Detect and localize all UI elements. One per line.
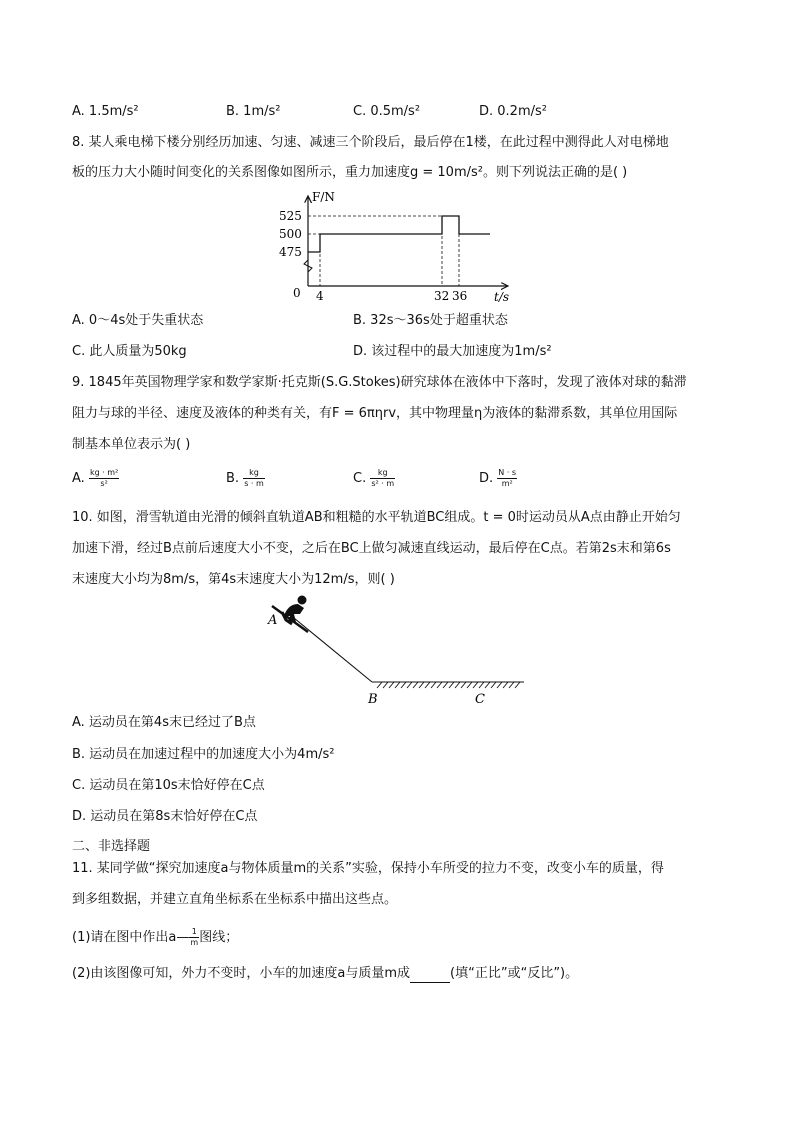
- q11-stem-line-2: 到多组数据，并建立直角坐标系在坐标系中描出这些点。: [72, 892, 398, 907]
- q9-stem-line-2: 阻力与球的半径、速度及液体的种类有关，有F = 6πηrv，其中物理量η为液体的黏滞系数，其单位用国际: [72, 406, 678, 421]
- ski-track-diagram: [262, 592, 534, 710]
- y-tick-525: 525: [279, 209, 302, 223]
- q10-stem-line-2: 加速下滑，经过B点前后速度大小不变，之后在BC上做匀减速直线运动，最后停在C点。若第2s末和第6s: [72, 541, 671, 556]
- section-heading: 二、非选择题: [72, 839, 151, 854]
- answer-blank[interactable]: [410, 970, 450, 983]
- q10-option-b: B. 运动员在加速过程中的加速度大小为4m/s²: [72, 747, 335, 762]
- q8-stem-line-1: 8. 某人乘电梯下楼分别经历加速、匀速、减速三个阶段后，最后停在1楼，在此过程中测得此人对电梯地: [72, 135, 669, 150]
- q8-stem-line-2: 板的压力大小随时间变化的关系图像如图所示，重力加速度g = 10m/s²。则下列说法正确的是( ): [72, 165, 628, 180]
- q10-option-c: C. 运动员在第10s末恰好停在C点: [72, 778, 265, 793]
- q8-option-b: B. 32s～36s处于超重状态: [353, 313, 508, 328]
- y-tick-500: 500: [279, 227, 302, 241]
- y-axis-label: F/N: [312, 190, 335, 204]
- q8-option-c: C. 此人质量为50kg: [72, 344, 187, 359]
- q10-stem-line-1: 10. 如图，滑雪轨道由光滑的倾斜直轨道AB和粗糙的水平轨道BC组成。t = 0时运动员从A点由静止开始匀: [72, 510, 681, 525]
- x-tick-4: 4: [316, 289, 324, 303]
- q9-stem-line-1: 9. 1845年英国物理学家和数学家斯·托克斯(S.G.Stokes)研究球体在液体中下落时，发现了液体对球的黏滞: [72, 375, 687, 390]
- slope-ab: [294, 618, 372, 682]
- q10-option-a: A. 运动员在第4s末已经过了B点: [72, 715, 256, 730]
- q10-stem-line-3: 末速度大小均为8m/s，第4s末速度大小为12m/s，则( ): [72, 572, 395, 587]
- x-tick-36: 36: [452, 289, 468, 303]
- origin-label: 0: [293, 286, 301, 300]
- force-time-chart: [268, 184, 528, 306]
- y-tick-475: 475: [279, 245, 302, 259]
- point-c-label: C: [475, 692, 485, 707]
- q8-option-a: A. 0～4s处于失重状态: [72, 313, 204, 328]
- q9-stem-line-3: 制基本单位表示为( ): [72, 437, 191, 452]
- q9-option-b: B. $\frac{kg}{s \cdot m}$: [226, 468, 264, 488]
- x-axis-label: t/s: [494, 290, 510, 304]
- q7-option-b: B. 1m/s²: [226, 104, 281, 119]
- point-a-label: A: [268, 613, 278, 628]
- skier-icon: [272, 596, 308, 633]
- q7-option-d: D. 0.2m/s²: [479, 104, 547, 119]
- rough-surface-hatch: [377, 682, 520, 688]
- x-tick-32: 32: [434, 289, 450, 303]
- q9-option-c: C. $\frac{kg}{\text{s² · m}}$: [353, 468, 395, 488]
- q9-option-a: A. $\frac{\text{kg · m²}}{\text{s²}}$: [72, 468, 119, 488]
- q11-part-2: (2)由该图像可知，外力不变时，小车的加速度a与质量m成 (填“正比”或“反比”)。: [72, 966, 579, 981]
- q11-stem-line-1: 11. 某同学做“探究加速度a与物体质量m的关系”实验，保持小车所受的拉力不变，改变小车的质量，得: [72, 861, 664, 876]
- q11-part-1: (1)请在图中作出a— $\frac{1}{m}$ 图线；: [72, 927, 239, 947]
- q7-option-c: C. 0.5m/s²: [353, 104, 421, 119]
- q7-option-a: A. 1.5m/s²: [72, 104, 139, 119]
- point-b-label: B: [368, 692, 378, 707]
- q9-option-d: D. $\frac{N \cdot s}{\text{m²}}$: [479, 468, 517, 488]
- q8-option-d: D. 该过程中的最大加速度为1m/s²: [353, 344, 552, 359]
- q10-option-d: D. 运动员在第8s末恰好停在C点: [72, 809, 258, 824]
- force-series-line: [308, 216, 490, 252]
